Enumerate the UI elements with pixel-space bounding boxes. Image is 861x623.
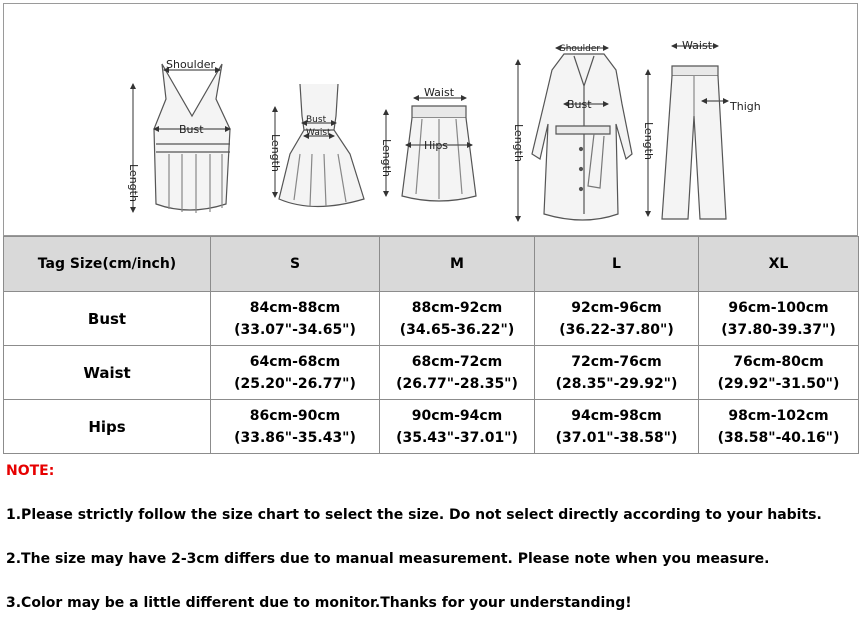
cell-inch: (36.22-37.80") — [559, 321, 674, 338]
cell-cm: 90cm-94cm — [411, 407, 503, 424]
table-cell — [699, 292, 859, 346]
top-bust-label: Bust — [179, 123, 204, 136]
cell-inch: (34.65-36.22") — [399, 321, 515, 338]
cell-inch: (33.07"-34.65") — [234, 321, 356, 338]
table-row-bust — [4, 292, 859, 346]
table-row-waist — [4, 346, 859, 400]
cell-inch: (37.01"-38.58") — [555, 429, 678, 446]
garment-diagrams — [4, 4, 857, 235]
table-cell — [211, 346, 380, 400]
cell-inch: (37.80-39.37") — [721, 321, 836, 338]
table-cell — [211, 400, 380, 454]
table-cell — [380, 292, 535, 346]
cell-cm: 76cm-80cm — [733, 353, 824, 370]
dress-length-label: Length — [269, 134, 282, 172]
table-cell — [211, 292, 380, 346]
pants-diagram — [648, 46, 728, 219]
note-item-3: 3.Color may be a little different due to monitor.Thanks for your understanding! — [6, 595, 632, 611]
top-length-label: Length — [127, 164, 140, 202]
dress-bust-label: Bust — [306, 115, 327, 125]
tank-top-diagram — [133, 64, 230, 213]
top-shoulder-label: Shoulder — [166, 58, 215, 71]
cell-cm: 88cm-92cm — [411, 299, 503, 316]
cell-inch: (33.86"-35.43") — [234, 429, 356, 446]
pants-length-label: Length — [642, 122, 655, 160]
notes-title: NOTE: — [6, 463, 55, 479]
table-cell — [535, 400, 699, 454]
cell-inch: (38.58"-40.16") — [717, 429, 840, 446]
skirt-hips-label: Hips — [424, 139, 449, 152]
cell-cm: 86cm-90cm — [249, 407, 341, 424]
coat-length-label: Length — [512, 124, 525, 162]
row-label-hips: Hips — [4, 400, 211, 454]
skirt-waist-label: Waist — [424, 86, 455, 99]
row-label-bust: Bust — [4, 292, 211, 346]
cell-cm: 96cm-100cm — [728, 299, 829, 316]
table-cell — [380, 400, 535, 454]
dress-waist-label: Waist — [306, 128, 331, 138]
header-size-m: M — [380, 237, 535, 292]
table-cell — [535, 292, 699, 346]
header-size-s: S — [211, 237, 380, 292]
coat-shoulder-label: Shoulder — [560, 44, 601, 54]
table-cell — [535, 346, 699, 400]
cell-cm: 94cm-98cm — [571, 407, 662, 424]
pants-waist-label: Waist — [682, 39, 713, 52]
cell-inch: (26.77"-28.35") — [396, 375, 518, 392]
header-size-l: L — [535, 237, 699, 292]
table-cell — [699, 346, 859, 400]
pants-thigh-label: Thigh — [730, 100, 761, 113]
row-label-waist: Waist — [4, 346, 211, 400]
cell-cm: 68cm-72cm — [411, 353, 503, 370]
cell-inch: (25.20"-26.77") — [234, 375, 356, 392]
slip-dress-diagram — [275, 84, 364, 207]
cell-cm: 92cm-96cm — [571, 299, 662, 316]
table-header-row — [4, 237, 859, 292]
cell-inch: (28.35"-29.92") — [555, 375, 678, 392]
note-item-1: 1.Please strictly follow the size chart to select the size. Do not select directly according to your habits. — [6, 507, 822, 523]
cell-cm: 72cm-76cm — [571, 353, 662, 370]
cell-cm: 64cm-68cm — [249, 353, 341, 370]
note-item-2: 2.The size may have 2-3cm differs due to manual measurement. Please note when you measure. — [6, 551, 770, 567]
table-cell — [699, 400, 859, 454]
coat-bust-label: Bust — [567, 98, 592, 111]
cell-inch: (29.92"-31.50") — [717, 375, 840, 392]
table-row-hips — [4, 400, 859, 454]
cell-cm: 98cm-102cm — [728, 407, 829, 424]
table-cell — [380, 346, 535, 400]
header-size-xl: XL — [699, 237, 859, 292]
size-chart-table — [3, 236, 859, 454]
trench-coat-diagram — [518, 48, 632, 221]
cell-cm: 84cm-88cm — [249, 299, 341, 316]
skirt-length-label: Length — [380, 139, 393, 177]
header-tag-size: Tag Size(cm/inch) — [4, 237, 211, 292]
cell-inch: (35.43"-37.01") — [396, 429, 518, 446]
garment-illustration-panel — [3, 3, 858, 236]
